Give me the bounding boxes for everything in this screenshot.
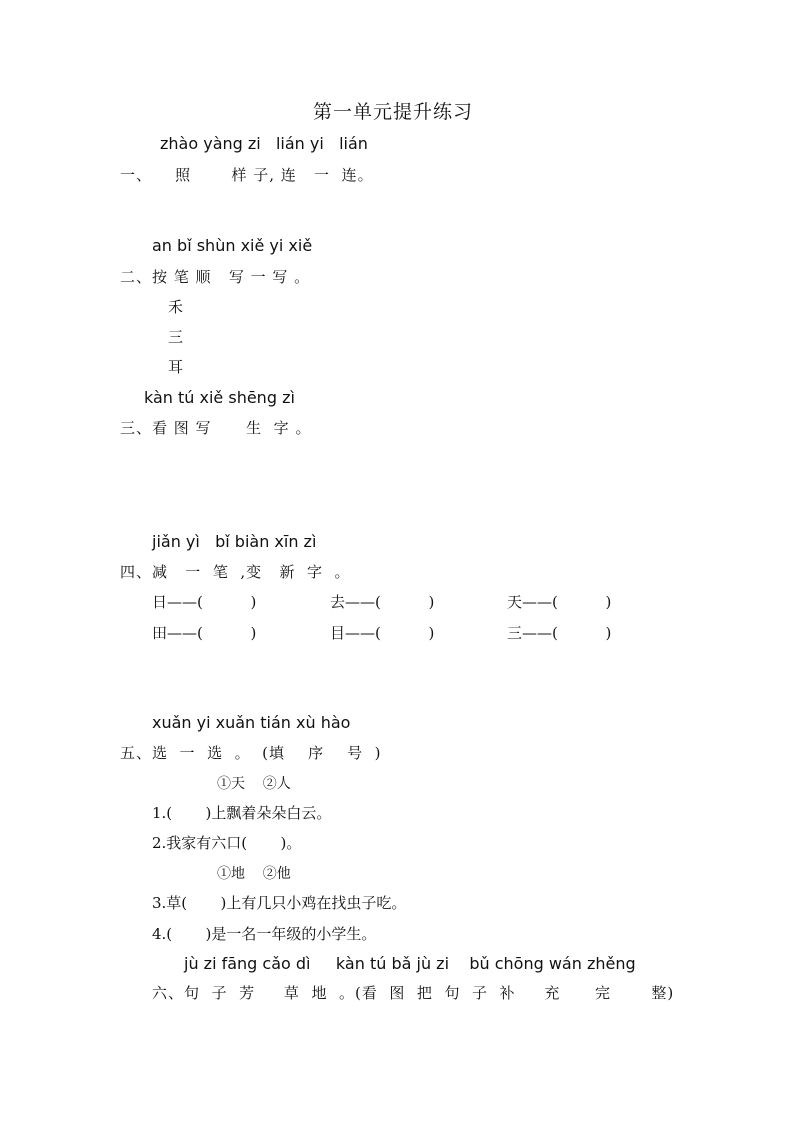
section-2-pinyin: an bǐ shùn xiě yi xiě	[152, 236, 313, 255]
question-3: 3.草( )上有几只小鸡在找虫子吃。	[152, 894, 407, 912]
page-title: 第一单元提升练习	[313, 101, 474, 123]
remove-stroke-item: 去——( )	[330, 593, 435, 611]
remove-stroke-item: 田——( )	[152, 624, 257, 642]
section-6-heading: 六、句 子 芳 草 地 。(看 图 把 句 子 补 充 完 整)	[152, 984, 675, 1002]
options-group-1: ①天 ②人	[217, 776, 291, 792]
section-2-heading: 二、按 笔 顺 写 一 写 。	[120, 268, 311, 286]
remove-stroke-item: 三——( )	[507, 624, 612, 642]
stroke-char-1: 禾	[168, 298, 184, 316]
section-1-heading: 一、 照 样 子, 连 一 连。	[120, 166, 374, 184]
question-4: 4.( )是一名一年级的小学生。	[152, 925, 377, 943]
question-1: 1.( )上飘着朵朵白云。	[152, 804, 332, 822]
section-6-pinyin: jù zi fāng cǎo dì kàn tú bǎ jù zi bǔ chōng wán zhěng	[184, 954, 636, 973]
section-3-heading: 三、看 图 写 生 字 。	[120, 419, 312, 437]
remove-stroke-item: 日——( )	[152, 593, 257, 611]
section-5-heading: 五、选 一 选 。 (填 序 号 )	[120, 744, 382, 762]
section-4-heading: 四、减 一 笔 ,变 新 字 。	[120, 563, 351, 581]
stroke-char-3: 耳	[168, 358, 184, 376]
remove-stroke-item: 天——( )	[507, 593, 612, 611]
section-3-pinyin: kàn tú xiě shēng zì	[144, 388, 295, 407]
options-group-2: ①地 ②他	[217, 866, 291, 882]
section-1-pinyin: zhào yàng zi lián yi lián	[160, 134, 368, 153]
question-2: 2.我家有六口( )。	[152, 834, 302, 852]
stroke-char-2: 三	[168, 328, 184, 346]
remove-stroke-item: 目——( )	[330, 624, 435, 642]
section-5-pinyin: xuǎn yi xuǎn tián xù hào	[152, 713, 351, 732]
section-4-pinyin: jiǎn yì bǐ biàn xīn zì	[152, 532, 317, 551]
